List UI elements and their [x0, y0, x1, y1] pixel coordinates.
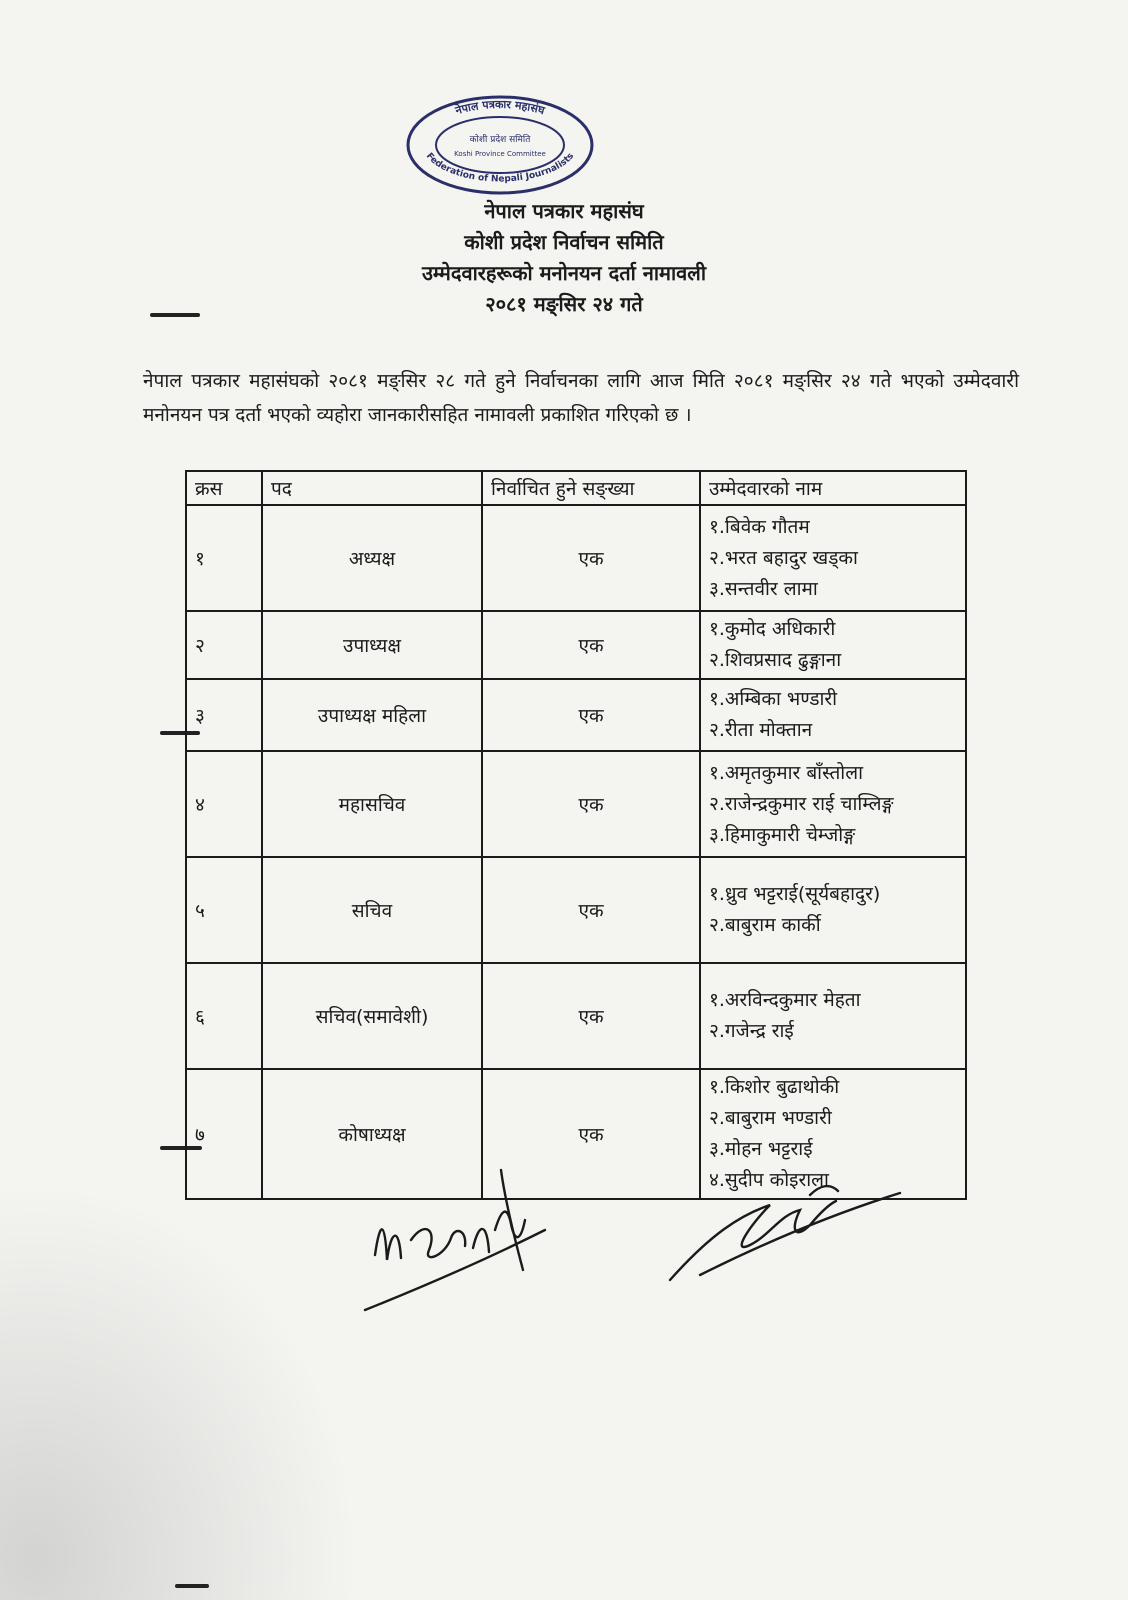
serial-cell: २: [186, 611, 262, 679]
post-cell: महासचिव: [262, 751, 482, 857]
margin-mark: [175, 1584, 209, 1588]
serial-cell: ६: [186, 963, 262, 1069]
seat-count-cell: एक: [482, 505, 700, 611]
seat-count-cell: एक: [482, 611, 700, 679]
table-row: [186, 679, 966, 751]
candidate-name: २.राजेन्द्रकुमार राई चाम्लिङ्ग: [709, 792, 894, 815]
header-serial: क्रस: [186, 471, 262, 505]
candidates-cell: [700, 505, 966, 611]
stamp-bottom-text: Federation of Nepali Journalists: [423, 151, 577, 185]
serial-cell: ७: [186, 1069, 262, 1199]
post-cell: उपाध्यक्ष: [262, 611, 482, 679]
nomination-table: [185, 470, 967, 1200]
margin-mark: [150, 313, 200, 317]
table-row: [186, 963, 966, 1069]
post-cell: सचिव(समावेशी): [262, 963, 482, 1069]
org-name: नेपाल पत्रकार महासंघ: [484, 199, 644, 223]
serial-cell: ५: [186, 857, 262, 963]
serial-cell: ३: [186, 679, 262, 751]
signature-left: [355, 1160, 555, 1320]
candidates-cell: [700, 963, 966, 1069]
header-seat-count: निर्वाचित हुने सङ्ख्या: [482, 471, 700, 505]
committee-stamp: [400, 90, 600, 200]
stamp-center-text: कोशी प्रदेश समिति: [469, 135, 531, 145]
post-cell: सचिव: [262, 857, 482, 963]
intro-paragraph: नेपाल पत्रकार महासंघको २०८१ मङ्सिर २८ गते हुने निर्वाचनका लागि आज मिति २०८१ मङ्सिर २४ गते भएको उम्मेदवारी मनोनयन पत्र दर्ता भएको व्यहोरा जानकारीसहित नामावली प्रकाशित गरिएको छ ।: [143, 370, 1019, 426]
seat-count-cell: एक: [482, 857, 700, 963]
candidate-name: ३.हिमाकुमारी चेम्जोङ्ग: [709, 823, 856, 846]
candidates-cell: [700, 751, 966, 857]
post-cell: कोषाध्यक्ष: [262, 1069, 482, 1199]
candidate-name: १.अरविन्दकुमार मेहता: [709, 989, 861, 1011]
post-cell: उपाध्यक्ष महिला: [262, 679, 482, 751]
document-date: २०८१ मङ्सिर २४ गते: [485, 292, 643, 316]
signature-right: [660, 1165, 910, 1295]
serial-cell: ४: [186, 751, 262, 857]
candidate-name: ३.सन्तवीर लामा: [709, 577, 818, 600]
candidate-name: ४.सुदीप कोइराला: [709, 1169, 829, 1191]
candidate-name: १.अमृतकुमार बाँस्तोला: [709, 761, 864, 784]
candidate-name: २.बाबुराम कार्की: [709, 914, 821, 936]
seat-count-cell: एक: [482, 751, 700, 857]
candidate-name: २.रीता मोक्तान: [709, 719, 813, 741]
header-post: पद: [262, 471, 482, 505]
candidate-name: २.शिवप्रसाद ढुङ्गाना: [709, 649, 842, 671]
candidate-name: १.बिवेक गौतम: [709, 515, 810, 538]
header-candidate-name: उम्मेदवारको नाम: [700, 471, 966, 505]
serial-cell: १: [186, 505, 262, 611]
table-row: [186, 751, 966, 857]
candidate-name: २.गजेन्द्र राई: [709, 1020, 794, 1042]
post-cell: अध्यक्ष: [262, 505, 482, 611]
table-row: [186, 505, 966, 611]
candidate-name: १.कुमोद अधिकारी: [709, 618, 836, 640]
candidate-name: २.बाबुराम भण्डारी: [709, 1107, 832, 1129]
table-row: [186, 611, 966, 679]
candidate-name: १.अम्बिका भण्डारी: [709, 688, 838, 710]
committee-name: कोशी प्रदेश निर्वाचन समिति: [464, 230, 664, 254]
document-title: उम्मेदवारहरूको मनोनयन दर्ता नामावली: [421, 261, 707, 285]
candidate-name: २.भरत बहादुर खड्का: [709, 546, 858, 569]
stamp-top-text: नेपाल पत्रकार महासंघ: [453, 97, 547, 118]
table-header-row: [186, 471, 966, 505]
candidates-cell: [700, 679, 966, 751]
candidates-cell: [700, 611, 966, 679]
candidate-name: ३.मोहन भट्टराई: [709, 1138, 813, 1160]
seat-count-cell: एक: [482, 679, 700, 751]
candidate-name: १.किशोर बुढाथोकी: [709, 1076, 840, 1098]
seat-count-cell: एक: [482, 1069, 700, 1199]
seat-count-cell: एक: [482, 963, 700, 1069]
candidate-name: १.ध्रुव भट्टराई(सूर्यबहादुर): [709, 883, 881, 905]
table-row: [186, 857, 966, 963]
candidates-cell: [700, 857, 966, 963]
stamp-center-sub: Koshi Province Committee: [454, 150, 546, 158]
paper-smudge: [0, 1180, 360, 1600]
